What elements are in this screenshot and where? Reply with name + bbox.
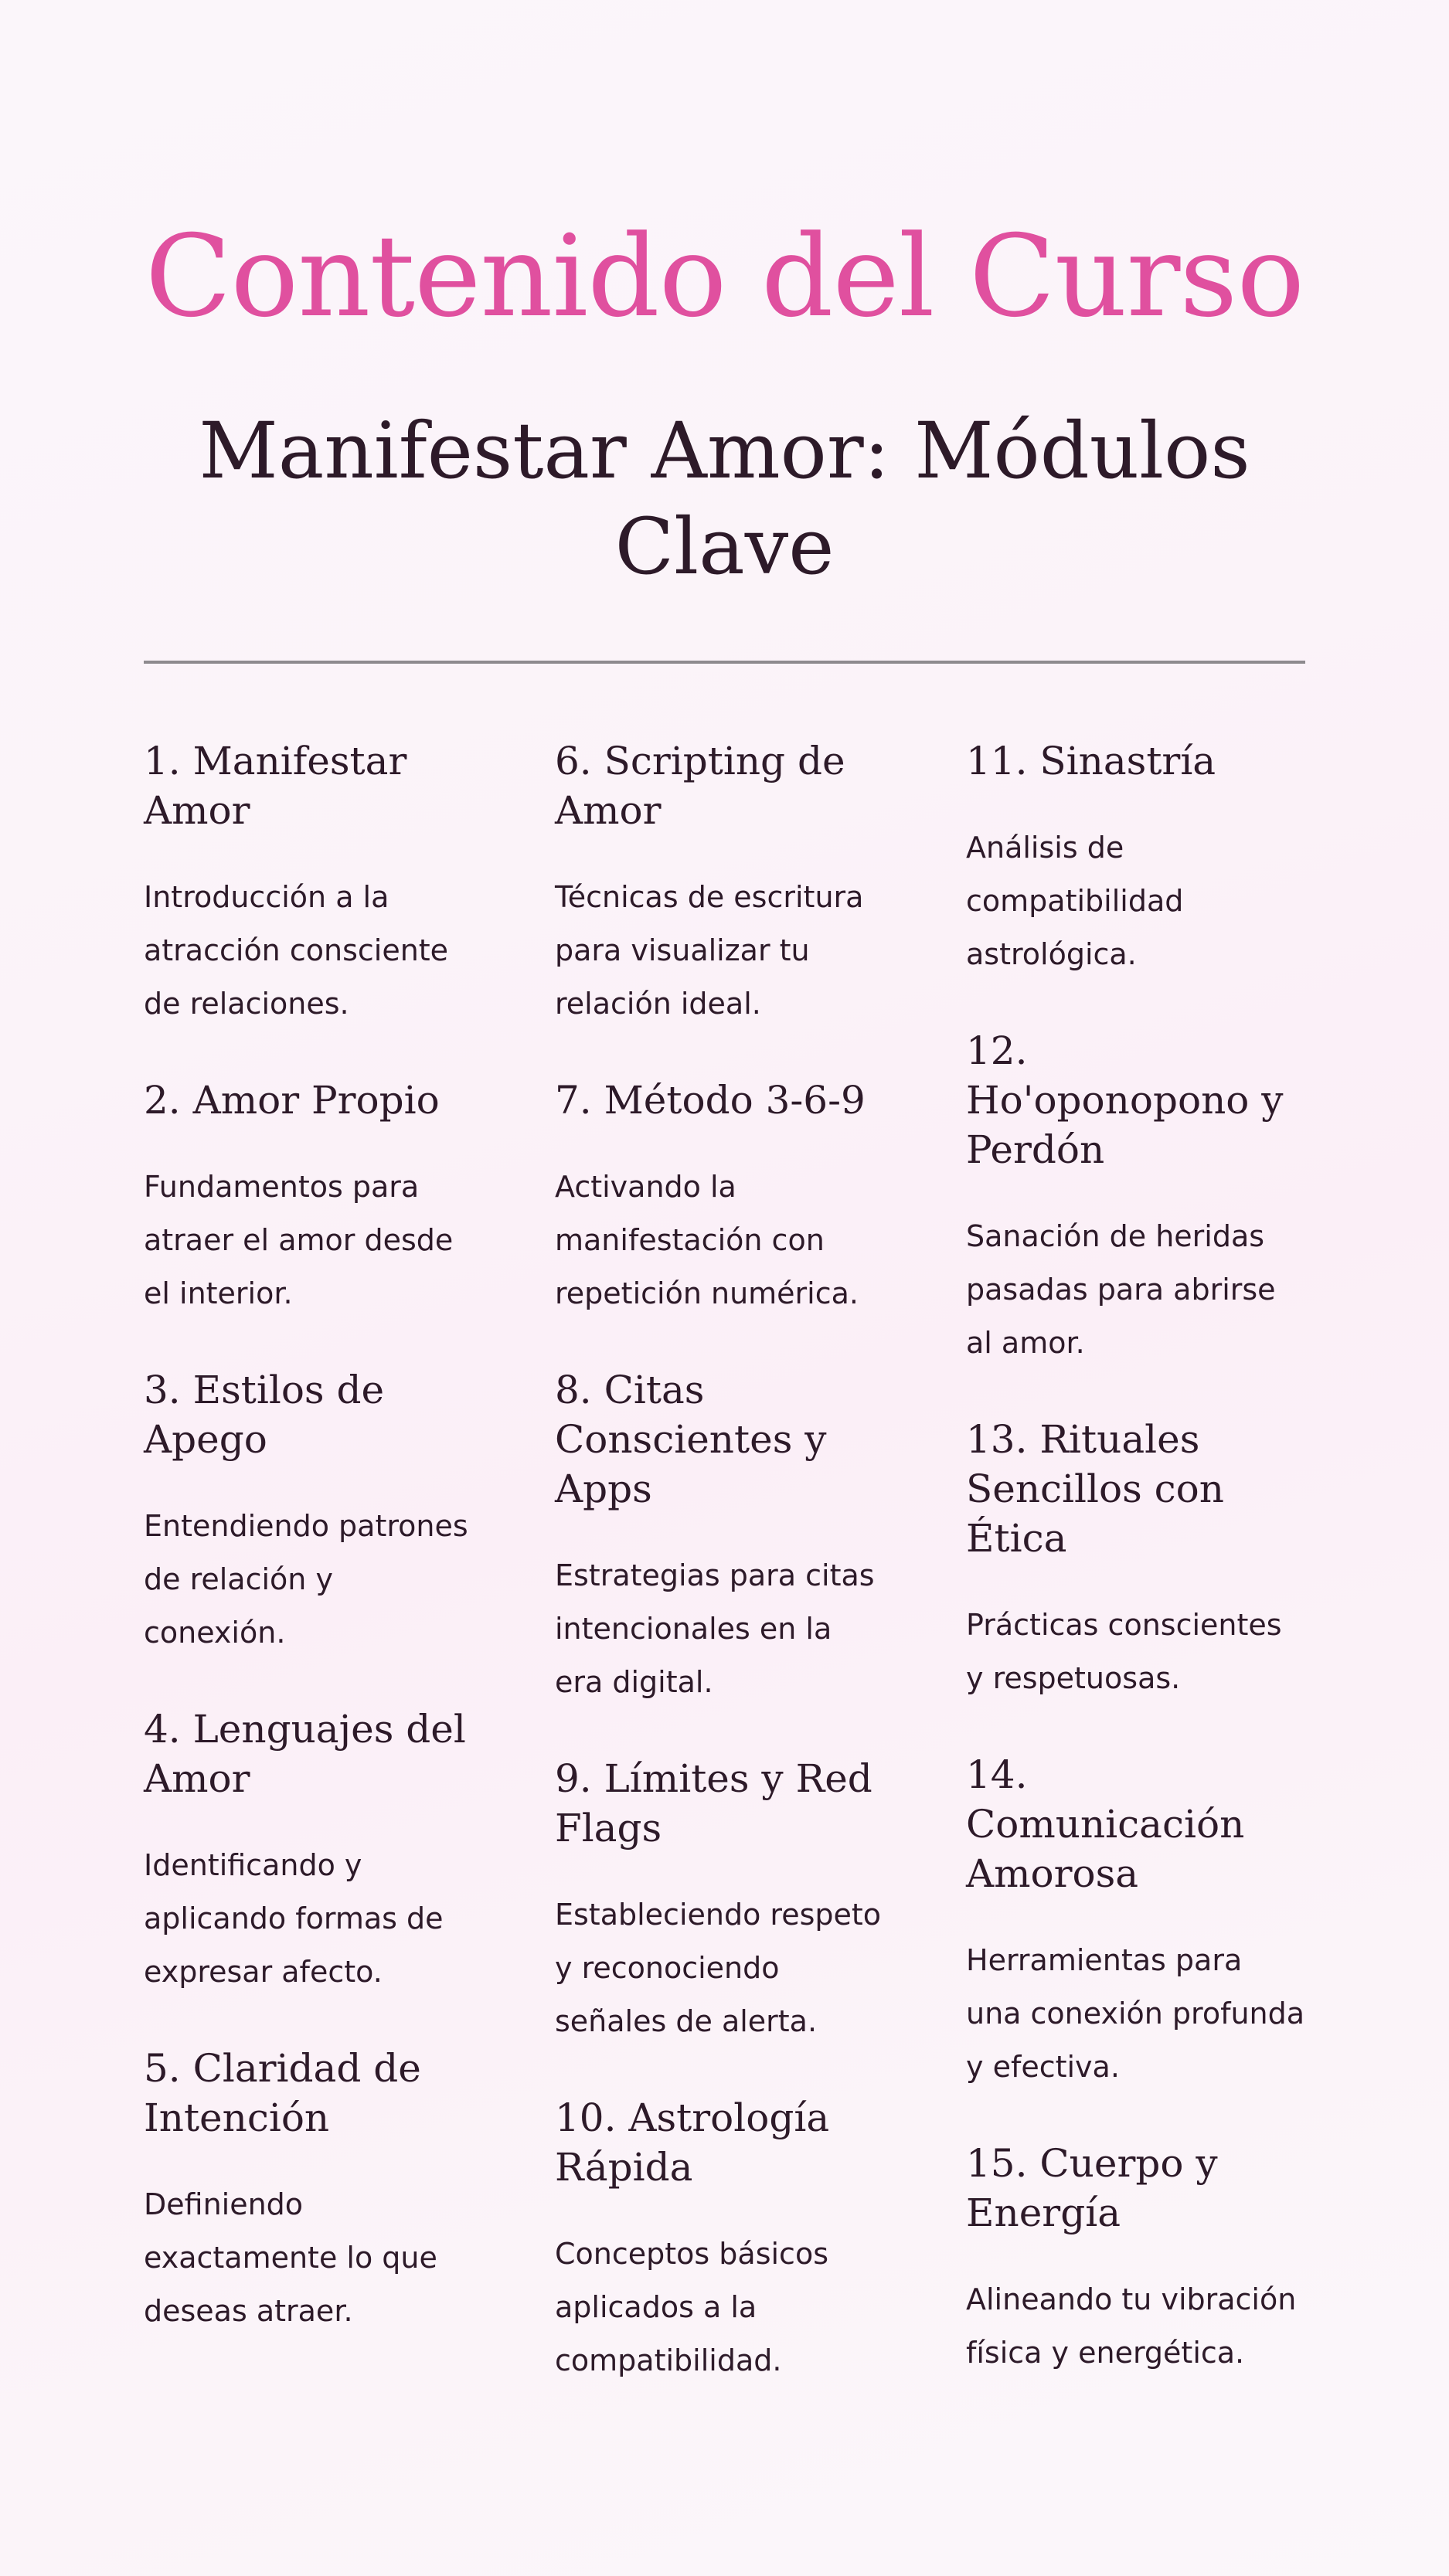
module-title: 10. Astrología Rápida: [555, 2095, 830, 2190]
module-item: [144, 2044, 476, 2338]
module-item: [144, 1365, 476, 1660]
module-column-2: [555, 736, 887, 2432]
module-description: Entendiendo patrones de relación y conexión.: [144, 1509, 468, 1650]
module-description: Identificando y aplicando formas de expresar afecto.: [144, 1848, 444, 1989]
module-description: Alineando tu vibración física y energética.: [966, 2282, 1297, 2370]
module-description: Conceptos básicos aplicados a la compatibilidad.: [555, 2237, 828, 2377]
module-title: 1. Manifestar Amor: [144, 739, 407, 833]
divider: [144, 661, 1305, 664]
module-title: 11. Sinastría: [966, 739, 1216, 783]
module-title: 2. Amor Propio: [144, 1078, 440, 1123]
module-title: 8. Citas Conscientes y Apps: [555, 1368, 827, 1511]
module-description: Herramientas para una conexión profunda y efectiva.: [966, 1943, 1305, 2084]
module-title: 5. Claridad de Intención: [144, 2046, 421, 2140]
module-title: 6. Scripting de Amor: [555, 739, 845, 833]
module-title: 7. Método 3-6-9: [555, 1078, 866, 1123]
module-item: [966, 1026, 1306, 1370]
module-item: [144, 1076, 476, 1320]
module-description: Fundamentos para atraer el amor desde el interior.: [144, 1170, 454, 1310]
module-item: [555, 1076, 887, 1320]
module-item: [555, 1365, 887, 1709]
module-description: Técnicas de escritura para visualizar tu relación ideal.: [555, 880, 864, 1021]
module-description: Estrategias para citas intencionales en la era digital.: [555, 1558, 875, 1699]
module-column-3: [966, 736, 1306, 2425]
module-title: 3. Estilos de Apego: [144, 1368, 385, 1462]
module-title: 12. Ho'oponopono y Perdón: [966, 1028, 1284, 1172]
module-title: 14. Comunicación Amorosa: [966, 1752, 1245, 1896]
module-item: [555, 1754, 887, 2048]
module-description: Prácticas conscientes y respetuosas.: [966, 1608, 1282, 1695]
module-item: [144, 1704, 476, 1999]
module-item: [555, 2093, 887, 2387]
module-item: [966, 736, 1306, 981]
module-item: [144, 736, 476, 1031]
module-title: 9. Límites y Red Flags: [555, 1756, 872, 1850]
module-title: 4. Lenguajes del Amor: [144, 1707, 466, 1801]
module-title: 15. Cuerpo y Energía: [966, 2141, 1218, 2235]
module-item: [966, 1415, 1306, 1705]
module-title: 13. Rituales Sencillos con Ética: [966, 1417, 1224, 1561]
module-description: Definiendo exactamente lo que deseas atraer.: [144, 2187, 437, 2328]
module-item: [555, 736, 887, 1031]
module-description: Introducción a la atracción consciente de relaciones.: [144, 880, 449, 1021]
module-description: Activando la manifestación con repetición numérica.: [555, 1170, 859, 1310]
page-subtitle: Manifestar Amor: Módulos Clave: [199, 406, 1250, 592]
module-description: Análisis de compatibilidad astrológica.: [966, 831, 1184, 971]
module-description: Sanación de heridas pasadas para abrirse al amor.: [966, 1219, 1276, 1360]
page-title: Contenido del Curso: [145, 211, 1304, 342]
module-description: Estableciendo respeto y reconociendo señales de alerta.: [555, 1898, 882, 2038]
module-item: [966, 2139, 1306, 2380]
module-column-1: [144, 736, 476, 2383]
module-item: [966, 1750, 1306, 2094]
